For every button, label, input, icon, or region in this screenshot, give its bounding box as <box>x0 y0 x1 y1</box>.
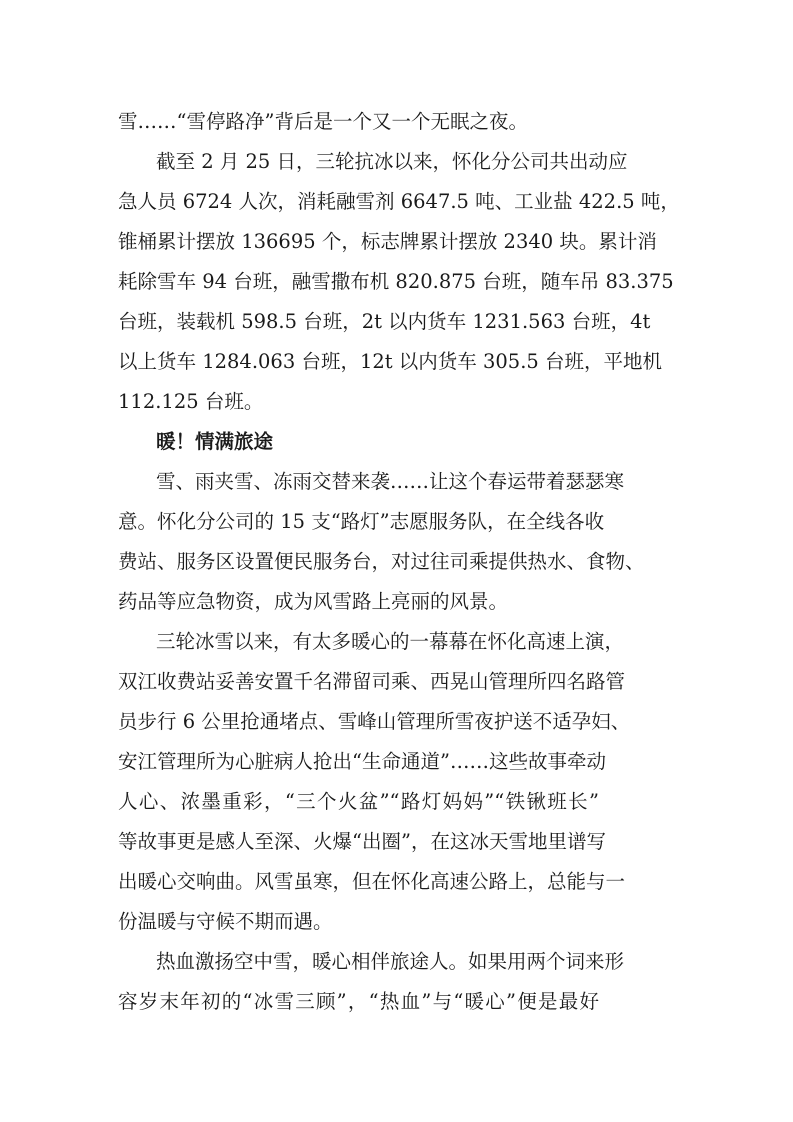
text-line: 雪……“雪停路净”背后是一个又一个无眠之夜。 <box>118 110 528 133</box>
text-line: 意。怀化分公司的 15 支“路灯”志愿服务队，在全线各收 <box>118 510 605 533</box>
text-line: 112.125 台班。 <box>118 390 264 413</box>
text-line: 安江管理所为心脏病人抢出“生命通道”……这些故事牵动 <box>118 750 606 773</box>
text-line: 急人员 6724 人次，消耗融雪剂 6647.5 吨、工业盐 422.5 吨， <box>118 190 680 213</box>
text-line: 热血激扬空中雪，暖心相伴旅途人。如果用两个词来形 <box>156 950 625 973</box>
text-line: 药品等应急物资，成为风雪路上亮丽的风景。 <box>118 590 509 613</box>
text-line: 费站、服务区设置便民服务台，对过往司乘提供热水、食物、 <box>118 550 645 573</box>
text-line: 三轮冰雪以来，有太多暖心的一幕幕在怀化高速上演， <box>156 630 625 653</box>
text-line: 人心、浓墨重彩，“三个火盆”“路灯妈妈”“铁锹班长” <box>118 790 599 813</box>
paragraph <box>118 102 599 142</box>
text-line: 双江收费站妥善安置千名滞留司乘、西晃山管理所四名路管 <box>118 670 626 693</box>
paragraph <box>118 142 680 422</box>
paragraph <box>118 942 625 1022</box>
text-line: 雪、雨夹雪、冻雨交替来袭……让这个春运带着瑟瑟寒 <box>156 470 625 493</box>
text-line: 员步行 6 公里抢通堵点、雪峰山管理所雪夜护送不适孕妇、 <box>118 710 631 733</box>
text-line: 台班，装载机 598.5 台班，2t 以内货车 1231.563 台班，4t <box>118 310 651 333</box>
text-line: 出暖心交响曲。风雪虽寒，但在怀化高速公路上，总能与一 <box>118 870 626 893</box>
text-line: 耗除雪车 94 台班，融雪撒布机 820.875 台班，随车吊 83.375 <box>118 270 674 293</box>
document-page <box>118 102 680 1022</box>
text-line: 等故事更是感人至深、火爆“出圈”，在这冰天雪地里谱写 <box>118 830 606 853</box>
text-line: 容岁末年初的“冰雪三顾”，“热血”与“暖心”便是最好 <box>118 990 599 1013</box>
text-line: 锥桶累计摆放 136695 个，标志牌累计摆放 2340 块。累计消 <box>118 230 657 253</box>
text-line: 以上货车 1284.063 台班，12t 以内货车 305.5 台班，平地机 <box>118 350 663 373</box>
text-line: 截至 2 月 25 日，三轮抗冰以来，怀化分公司共出动应 <box>156 150 628 173</box>
paragraph <box>118 462 645 622</box>
section-heading <box>118 422 599 462</box>
paragraph <box>118 622 631 942</box>
text-line: 暖！情满旅途 <box>156 430 274 453</box>
text-line: 份温暖与守候不期而遇。 <box>118 910 333 933</box>
